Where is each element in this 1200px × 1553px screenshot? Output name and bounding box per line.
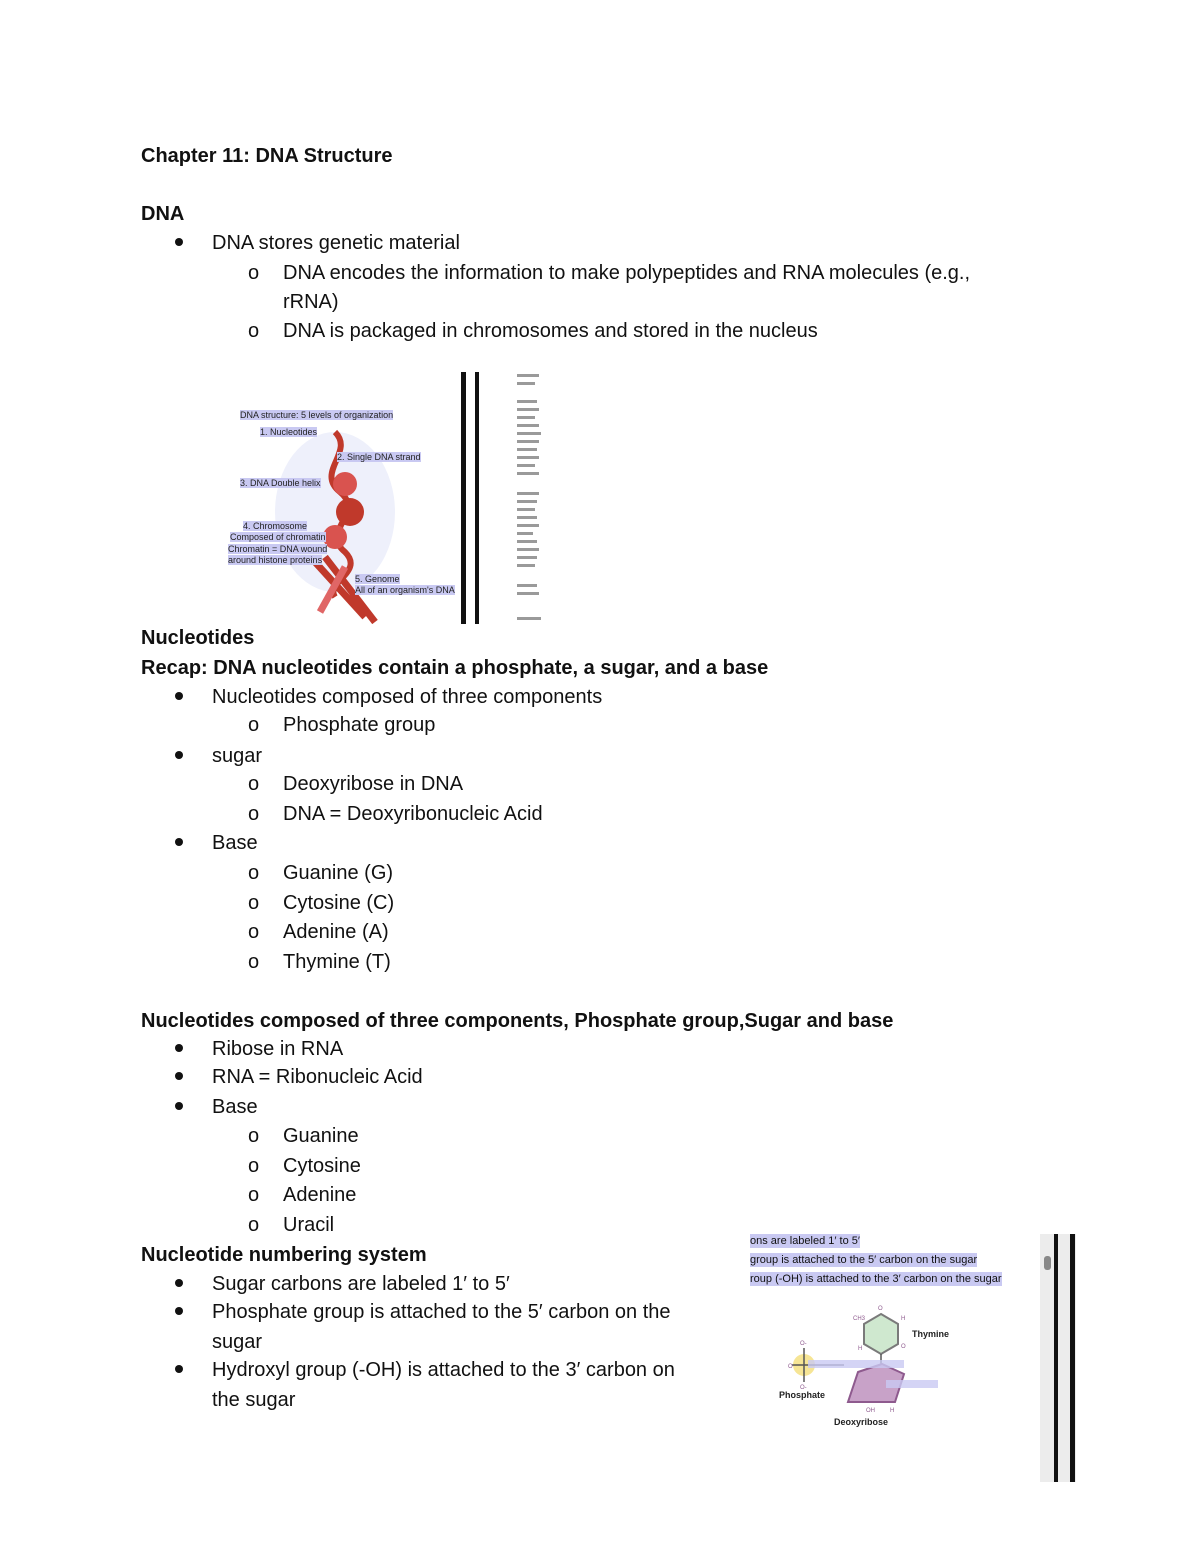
sub-bullet: o <box>248 714 260 736</box>
rna-heading: Nucleotides composed of three components, Phosphate group,Sugar and base <box>141 1010 894 1032</box>
svg-text:O: O <box>788 1364 793 1370</box>
svg-text:O-: O- <box>800 1385 807 1391</box>
svg-text:O-: O- <box>800 1341 807 1347</box>
numbering-bullet-3: Hydroxyl group (-OH) is attached to the 3′ carbon on <box>212 1359 675 1381</box>
bullet-dot <box>175 838 183 846</box>
rna-bullet-base: Base <box>212 1096 258 1118</box>
figure1-level-1: 1. Nucleotides <box>260 427 318 437</box>
sub-bullet: o <box>248 921 260 943</box>
svg-text:OH: OH <box>866 1408 875 1414</box>
page-title: Chapter 11: DNA Structure <box>141 145 393 167</box>
figure1-level-2: 2. Single DNA strand <box>337 452 421 462</box>
nucleotides-bullet-1: Nucleotides composed of three components <box>212 686 603 708</box>
bullet-dot <box>175 1365 183 1373</box>
figure1-level-3: 3. DNA Double helix <box>240 478 321 488</box>
nucleotides-bullet-sugar: sugar <box>212 745 263 767</box>
rna-base-adenine: Adenine <box>283 1184 357 1206</box>
nucleotides-recap: Recap: DNA nucleotides contain a phosphate, a sugar, and a base <box>141 657 769 679</box>
sub-bullet: o <box>248 1184 260 1206</box>
bullet-dot <box>175 1044 183 1052</box>
base-adenine: Adenine (A) <box>283 921 389 943</box>
bullet-dot <box>175 1307 183 1315</box>
sub-bullet: o <box>248 1214 260 1236</box>
dna-sub-2: DNA is packaged in chromosomes and stored in the nucleus <box>283 320 818 342</box>
nucleotide-numbering-figure <box>748 1232 1078 1484</box>
figure2-line-1: ons are labeled 1′ to 5′ <box>750 1235 860 1247</box>
nucleotides-sub-dna-name: DNA = Deoxyribonucleic Acid <box>283 803 543 825</box>
rna-bullet-ribose: Ribose in RNA <box>212 1038 344 1060</box>
base-cytosine: Cytosine (C) <box>283 892 395 914</box>
dna-heading: DNA <box>141 203 185 225</box>
figure1-level-4-desc3: around histone proteins <box>228 555 323 565</box>
sub-bullet: o <box>248 803 260 825</box>
nucleotides-sub-deoxyribose: Deoxyribose in DNA <box>283 773 464 795</box>
rna-base-guanine: Guanine <box>283 1125 359 1147</box>
base-guanine: Guanine (G) <box>283 862 394 884</box>
numbering-bullet-2-cont: sugar <box>212 1331 263 1353</box>
bullet-dot <box>175 751 183 759</box>
rna-bullet-name: RNA = Ribonucleic Acid <box>212 1066 423 1088</box>
svg-text:O: O <box>878 1306 883 1312</box>
sub-bullet: o <box>248 1125 260 1147</box>
dna-sub-1: DNA encodes the information to make polypeptides and RNA molecules (e.g., <box>283 262 971 284</box>
base-thymine: Thymine (T) <box>283 951 391 973</box>
figure2-line-3: roup (-OH) is attached to the 3′ carbon on the sugar <box>750 1273 1002 1285</box>
bullet-dot <box>175 692 183 700</box>
nucleotide-structure-diagram <box>748 1232 1078 1484</box>
bullet-dot <box>175 1102 183 1110</box>
figure1-level-4-desc: Composed of chromatin <box>230 532 326 542</box>
figure1-level-5-desc: All of an organism's DNA <box>355 585 455 595</box>
sub-bullet: o <box>248 862 260 884</box>
numbering-heading: Nucleotide numbering system <box>141 1244 427 1266</box>
figure1-level-4-desc2: Chromatin = DNA wound <box>228 544 328 554</box>
svg-text:H: H <box>901 1316 906 1322</box>
figure1-level-5: 5. Genome <box>355 574 400 584</box>
figure2-phosphate-label: Phosphate <box>779 1390 826 1400</box>
dna-bullet-1: DNA stores genetic material <box>212 232 460 254</box>
bullet-dot <box>175 238 183 246</box>
sub-bullet: o <box>248 1155 260 1177</box>
sub-bullet: o <box>248 262 260 284</box>
figure2-thymine-label: Thymine <box>912 1329 950 1339</box>
svg-text:H: H <box>890 1408 895 1414</box>
sub-bullet: o <box>248 320 260 342</box>
bullet-dot <box>175 1072 183 1080</box>
nucleotides-bullet-base: Base <box>212 832 258 854</box>
svg-text:O: O <box>901 1344 906 1350</box>
numbering-bullet-2: Phosphate group is attached to the 5′ carbon on the <box>212 1301 671 1323</box>
nucleotides-heading: Nucleotides <box>141 627 255 649</box>
figure1-title: DNA structure: 5 levels of organization <box>240 410 394 420</box>
numbering-bullet-1: Sugar carbons are labeled 1′ to 5′ <box>212 1273 510 1295</box>
sub-bullet: o <box>248 892 260 914</box>
dna-sub-1-cont: rRNA) <box>283 291 339 313</box>
rna-base-cytosine: Cytosine <box>283 1155 361 1177</box>
sub-bullet: o <box>248 951 260 973</box>
figure1-level-4: 4. Chromosome <box>243 521 308 531</box>
dna-organization-figure <box>225 372 555 624</box>
sub-bullet: o <box>248 773 260 795</box>
cropped-text-column <box>515 372 545 624</box>
bullet-dot <box>175 1279 183 1287</box>
svg-text:CH3: CH3 <box>853 1316 866 1322</box>
figure2-deoxyribose-label: Deoxyribose <box>834 1417 889 1427</box>
numbering-bullet-3-cont: the sugar <box>212 1389 296 1411</box>
figure2-line-2: group is attached to the 5′ carbon on the sugar <box>750 1254 978 1266</box>
svg-text:H: H <box>858 1346 863 1352</box>
rna-base-uracil: Uracil <box>283 1214 335 1236</box>
nucleotides-sub-phosphate: Phosphate group <box>283 714 436 736</box>
